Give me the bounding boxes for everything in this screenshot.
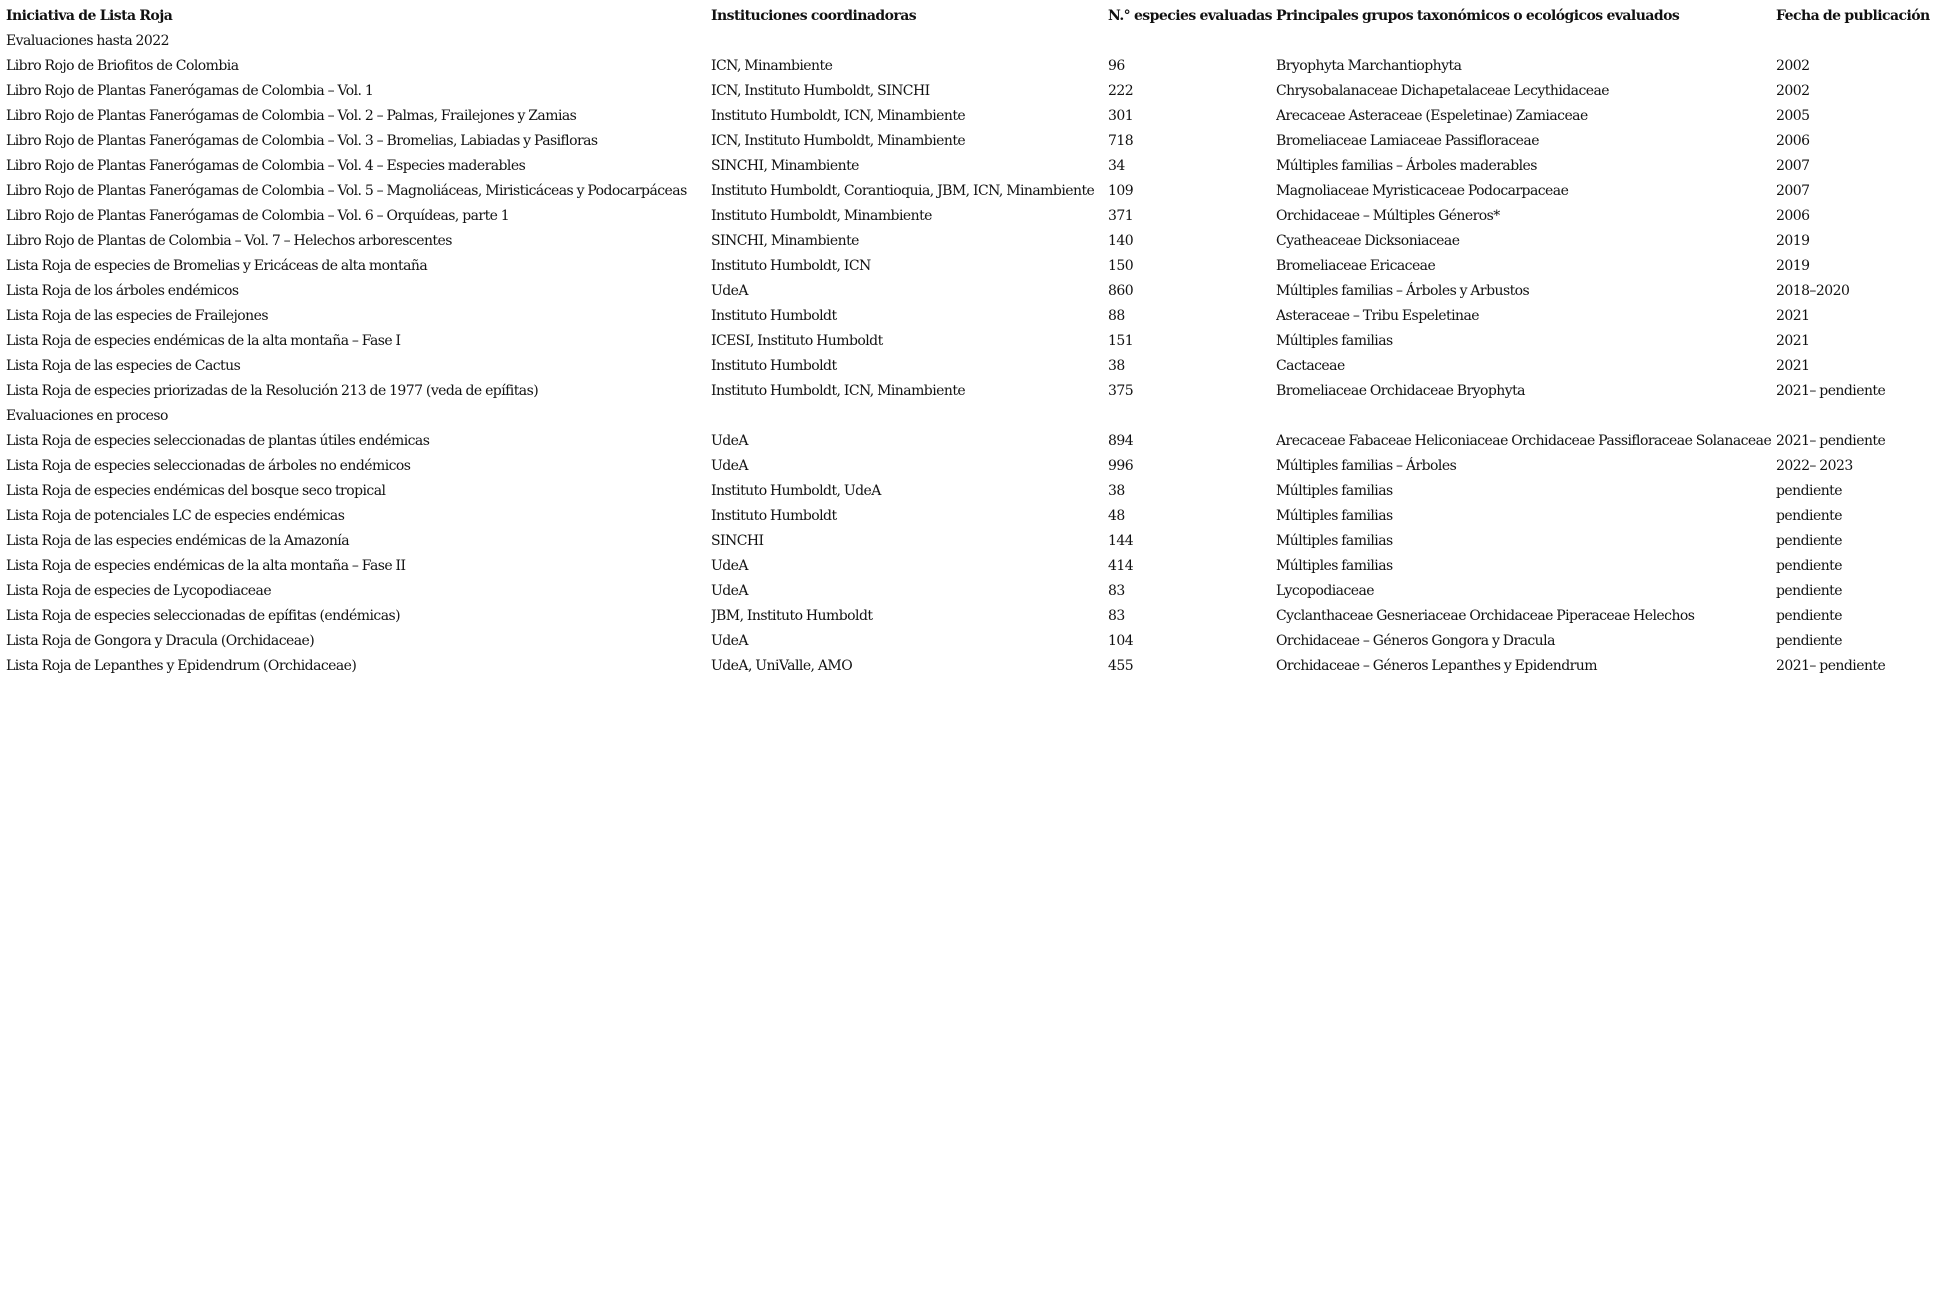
publication-date-cell: 2021 xyxy=(1776,308,1810,324)
initiative-cell: Lista Roja de especies endémicas de la alta montaña – Fase I xyxy=(6,333,401,349)
species-count-cell: 371 xyxy=(1108,208,1134,224)
table-row xyxy=(6,504,1935,529)
taxonomic-groups-cell: Múltiples familias xyxy=(1276,483,1393,499)
initiative-cell: Libro Rojo de Plantas Fanerógamas de Colombia – Vol. 2 – Palmas, Frailejones y Zamias xyxy=(6,108,577,124)
taxonomic-groups-cell: Múltiples familias xyxy=(1276,508,1393,524)
taxonomic-groups-cell: Arecaceae Fabaceae Heliconiaceae Orchidaceae Passifloraceae Solanaceae xyxy=(1276,433,1772,449)
taxonomic-groups-cell: Bryophyta Marchantiophyta xyxy=(1276,58,1462,74)
table-row xyxy=(6,204,1935,229)
initiative-cell: Lista Roja de especies priorizadas de la Resolución 213 de 1977 (veda de epífitas) xyxy=(6,383,539,399)
section-label: Evaluaciones en proceso xyxy=(6,408,168,424)
table-row xyxy=(6,79,1935,104)
taxonomic-groups-cell: Orchidaceae – Géneros Gongora y Dracula xyxy=(1276,633,1555,649)
table-row xyxy=(6,479,1935,504)
publication-date-cell: 2021– pendiente xyxy=(1776,383,1886,399)
empty-cell xyxy=(1276,29,1776,54)
initiative-cell: Lista Roja de potenciales LC de especies endémicas xyxy=(6,508,345,524)
institutions-cell: UdeA, UniValle, AMO xyxy=(711,658,853,674)
species-count-cell: 83 xyxy=(1108,583,1125,599)
table-row xyxy=(6,104,1935,129)
header-initiative: Iniciativa de Lista Roja xyxy=(6,8,173,24)
initiative-cell: Lista Roja de especies seleccionadas de epífitas (endémicas) xyxy=(6,608,401,624)
document-page xyxy=(6,4,1935,679)
table-row xyxy=(6,354,1935,379)
table-row xyxy=(6,279,1935,304)
species-count-cell: 860 xyxy=(1108,283,1134,299)
taxonomic-groups-cell: Magnoliaceae Myristicaceae Podocarpaceae xyxy=(1276,183,1569,199)
table-row xyxy=(6,529,1935,554)
taxonomic-groups-cell: Asteraceae – Tribu Espeletinae xyxy=(1276,308,1480,324)
table-row xyxy=(6,654,1935,679)
taxonomic-groups-cell: Cyatheaceae Dicksoniaceae xyxy=(1276,233,1460,249)
species-count-cell: 83 xyxy=(1108,608,1125,624)
institutions-cell: UdeA xyxy=(711,633,748,649)
taxonomic-groups-cell: Orchidaceae – Géneros Lepanthes y Epidendrum xyxy=(1276,658,1597,674)
red-list-table xyxy=(6,4,1935,679)
institutions-cell: ICN, Instituto Humboldt, SINCHI xyxy=(711,83,930,99)
publication-date-cell: 2021 xyxy=(1776,358,1810,374)
header-row xyxy=(6,4,1935,29)
publication-date-cell: 2007 xyxy=(1776,158,1810,174)
species-count-cell: 88 xyxy=(1108,308,1125,324)
institutions-cell: UdeA xyxy=(711,558,748,574)
institutions-cell: Instituto Humboldt, Corantioquia, JBM, ICN, Minambiente xyxy=(711,183,1095,199)
initiative-cell: Lista Roja de especies de Lycopodiaceae xyxy=(6,583,272,599)
institutions-cell: SINCHI, Minambiente xyxy=(711,158,859,174)
empty-cell xyxy=(711,29,1108,54)
table-row xyxy=(6,429,1935,454)
institutions-cell: ICN, Instituto Humboldt, Minambiente xyxy=(711,133,966,149)
publication-date-cell: pendiente xyxy=(1776,633,1842,649)
table-header xyxy=(6,4,1935,29)
initiative-cell: Lista Roja de Gongora y Dracula (Orchidaceae) xyxy=(6,633,315,649)
institutions-cell: UdeA xyxy=(711,458,748,474)
taxonomic-groups-cell: Múltiples familias xyxy=(1276,533,1393,549)
table-row xyxy=(6,379,1935,404)
table-row xyxy=(6,579,1935,604)
header-publication-date: Fecha de publicación xyxy=(1776,8,1930,24)
species-count-cell: 301 xyxy=(1108,108,1134,124)
taxonomic-groups-cell: Lycopodiaceae xyxy=(1276,583,1375,599)
initiative-cell: Libro Rojo de Plantas Fanerógamas de Colombia – Vol. 1 xyxy=(6,83,374,99)
table-row xyxy=(6,254,1935,279)
initiative-cell: Lista Roja de especies endémicas del bosque seco tropical xyxy=(6,483,386,499)
species-count-cell: 894 xyxy=(1108,433,1134,449)
publication-date-cell: 2002 xyxy=(1776,83,1810,99)
species-count-cell: 38 xyxy=(1108,358,1125,374)
table-body xyxy=(6,29,1935,679)
publication-date-cell: pendiente xyxy=(1776,483,1842,499)
publication-date-cell: 2002 xyxy=(1776,58,1810,74)
institutions-cell: Instituto Humboldt, Minambiente xyxy=(711,208,932,224)
initiative-cell: Libro Rojo de Plantas de Colombia – Vol. 7 – Helechos arborescentes xyxy=(6,233,452,249)
taxonomic-groups-cell: Cactaceae xyxy=(1276,358,1345,374)
publication-date-cell: 2007 xyxy=(1776,183,1810,199)
initiative-cell: Libro Rojo de Briofitos de Colombia xyxy=(6,58,239,74)
table-row xyxy=(6,454,1935,479)
publication-date-cell: 2021 xyxy=(1776,333,1810,349)
section-row xyxy=(6,29,1935,54)
taxonomic-groups-cell: Orchidaceae – Múltiples Géneros* xyxy=(1276,208,1500,224)
header-taxonomic-groups: Principales grupos taxonómicos o ecológicos evaluados xyxy=(1276,8,1680,24)
initiative-cell: Libro Rojo de Plantas Fanerógamas de Colombia – Vol. 5 – Magnoliáceas, Miristicáceas y Podocarpáceas xyxy=(6,183,687,199)
publication-date-cell: pendiente xyxy=(1776,608,1842,624)
publication-date-cell: 2021– pendiente xyxy=(1776,433,1886,449)
header-species-count: N.° especies evaluadas xyxy=(1108,8,1272,24)
species-count-cell: 109 xyxy=(1108,183,1134,199)
header-institutions: Instituciones coordinadoras xyxy=(711,8,917,24)
publication-date-cell: pendiente xyxy=(1776,583,1842,599)
initiative-cell: Lista Roja de las especies endémicas de la Amazonía xyxy=(6,533,350,549)
institutions-cell: Instituto Humboldt xyxy=(711,508,837,524)
publication-date-cell: 2006 xyxy=(1776,133,1810,149)
institutions-cell: SINCHI, Minambiente xyxy=(711,233,859,249)
species-count-cell: 150 xyxy=(1108,258,1134,274)
institutions-cell: Instituto Humboldt, ICN, Minambiente xyxy=(711,108,966,124)
taxonomic-groups-cell: Chrysobalanaceae Dichapetalaceae Lecythidaceae xyxy=(1276,83,1610,99)
taxonomic-groups-cell: Arecaceae Asteraceae (Espeletinae) Zamiaceae xyxy=(1276,108,1588,124)
table-row xyxy=(6,604,1935,629)
initiative-cell: Lista Roja de especies seleccionadas de árboles no endémicos xyxy=(6,458,411,474)
publication-date-cell: pendiente xyxy=(1776,558,1842,574)
table-row xyxy=(6,129,1935,154)
species-count-cell: 151 xyxy=(1108,333,1134,349)
species-count-cell: 38 xyxy=(1108,483,1125,499)
taxonomic-groups-cell: Múltiples familias – Árboles y Arbustos xyxy=(1276,283,1530,299)
taxonomic-groups-cell: Múltiples familias – Árboles xyxy=(1276,458,1457,474)
institutions-cell: ICESI, Instituto Humboldt xyxy=(711,333,883,349)
species-count-cell: 414 xyxy=(1108,558,1134,574)
species-count-cell: 455 xyxy=(1108,658,1134,674)
table-row xyxy=(6,329,1935,354)
initiative-cell: Lista Roja de las especies de Frailejones xyxy=(6,308,268,324)
species-count-cell: 718 xyxy=(1108,133,1134,149)
taxonomic-groups-cell: Múltiples familias xyxy=(1276,333,1393,349)
initiative-cell: Lista Roja de Lepanthes y Epidendrum (Orchidaceae) xyxy=(6,658,357,674)
initiative-cell: Libro Rojo de Plantas Fanerógamas de Colombia – Vol. 3 – Bromelias, Labiadas y Pasifloras xyxy=(6,133,598,149)
initiative-cell: Libro Rojo de Plantas Fanerógamas de Colombia – Vol. 4 – Especies maderables xyxy=(6,158,526,174)
table-row xyxy=(6,554,1935,579)
table-row xyxy=(6,304,1935,329)
empty-cell xyxy=(711,404,1108,429)
table-row xyxy=(6,229,1935,254)
taxonomic-groups-cell: Múltiples familias – Árboles maderables xyxy=(1276,158,1537,174)
institutions-cell: UdeA xyxy=(711,283,748,299)
publication-date-cell: pendiente xyxy=(1776,508,1842,524)
species-count-cell: 375 xyxy=(1108,383,1134,399)
initiative-cell: Lista Roja de los árboles endémicos xyxy=(6,283,239,299)
publication-date-cell: 2022– 2023 xyxy=(1776,458,1853,474)
table-row xyxy=(6,154,1935,179)
species-count-cell: 34 xyxy=(1108,158,1125,174)
publication-date-cell: 2019 xyxy=(1776,233,1810,249)
table-row xyxy=(6,629,1935,654)
taxonomic-groups-cell: Bromeliaceae Lamiaceae Passifloraceae xyxy=(1276,133,1539,149)
table-row xyxy=(6,54,1935,79)
taxonomic-groups-cell: Múltiples familias xyxy=(1276,558,1393,574)
initiative-cell: Lista Roja de especies seleccionadas de plantas útiles endémicas xyxy=(6,433,430,449)
institutions-cell: JBM, Instituto Humboldt xyxy=(711,608,873,624)
publication-date-cell: 2021– pendiente xyxy=(1776,658,1886,674)
species-count-cell: 996 xyxy=(1108,458,1134,474)
institutions-cell: UdeA xyxy=(711,583,748,599)
species-count-cell: 140 xyxy=(1108,233,1134,249)
publication-date-cell: pendiente xyxy=(1776,533,1842,549)
empty-cell xyxy=(1108,29,1276,54)
table-row xyxy=(6,179,1935,204)
institutions-cell: Instituto Humboldt, ICN xyxy=(711,258,871,274)
initiative-cell: Libro Rojo de Plantas Fanerógamas de Colombia – Vol. 6 – Orquídeas, parte 1 xyxy=(6,208,510,224)
initiative-cell: Lista Roja de especies de Bromelias y Ericáceas de alta montaña xyxy=(6,258,428,274)
institutions-cell: UdeA xyxy=(711,433,748,449)
species-count-cell: 144 xyxy=(1108,533,1134,549)
initiative-cell: Lista Roja de especies endémicas de la alta montaña – Fase II xyxy=(6,558,406,574)
institutions-cell: Instituto Humboldt xyxy=(711,308,837,324)
publication-date-cell: 2019 xyxy=(1776,258,1810,274)
institutions-cell: Instituto Humboldt, ICN, Minambiente xyxy=(711,383,966,399)
species-count-cell: 222 xyxy=(1108,83,1134,99)
publication-date-cell: 2018–2020 xyxy=(1776,283,1850,299)
empty-cell xyxy=(1276,404,1776,429)
institutions-cell: ICN, Minambiente xyxy=(711,58,833,74)
species-count-cell: 48 xyxy=(1108,508,1125,524)
empty-cell xyxy=(1776,29,1935,54)
publication-date-cell: 2005 xyxy=(1776,108,1810,124)
publication-date-cell: 2006 xyxy=(1776,208,1810,224)
institutions-cell: Instituto Humboldt, UdeA xyxy=(711,483,881,499)
species-count-cell: 104 xyxy=(1108,633,1134,649)
taxonomic-groups-cell: Bromeliaceae Orchidaceae Bryophyta xyxy=(1276,383,1525,399)
section-row xyxy=(6,404,1935,429)
initiative-cell: Lista Roja de las especies de Cactus xyxy=(6,358,241,374)
section-label: Evaluaciones hasta 2022 xyxy=(6,33,169,49)
institutions-cell: Instituto Humboldt xyxy=(711,358,837,374)
taxonomic-groups-cell: Bromeliaceae Ericaceae xyxy=(1276,258,1436,274)
empty-cell xyxy=(1108,404,1276,429)
taxonomic-groups-cell: Cyclanthaceae Gesneriaceae Orchidaceae Piperaceae Helechos xyxy=(1276,608,1695,624)
institutions-cell: SINCHI xyxy=(711,533,764,549)
species-count-cell: 96 xyxy=(1108,58,1125,74)
